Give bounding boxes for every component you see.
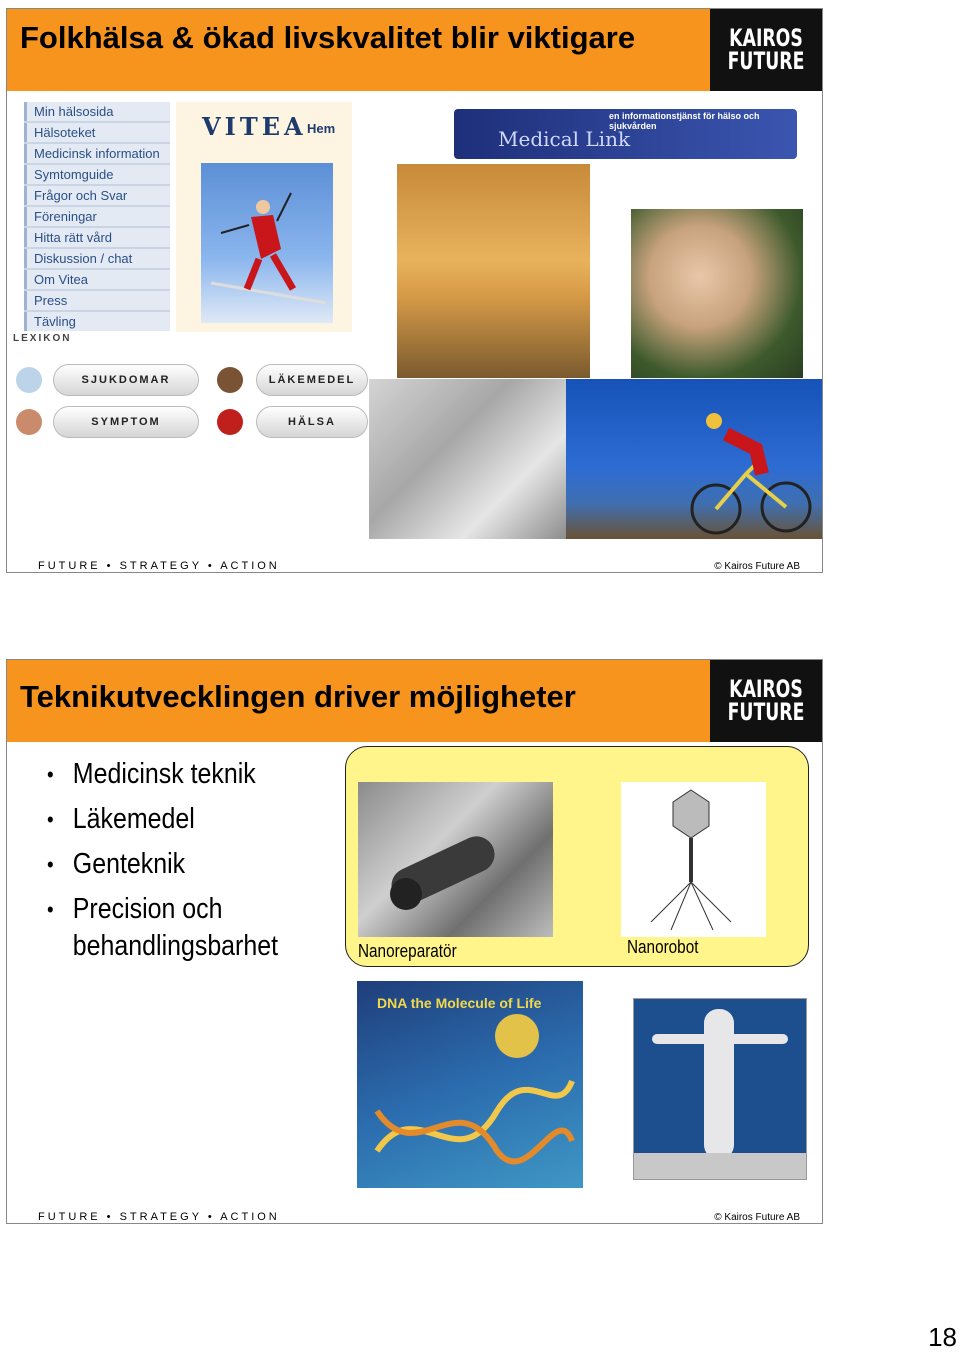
- vitea-home-link: Hem: [307, 121, 336, 136]
- nanorobot-image: [621, 782, 766, 937]
- stethoscope-icon: [16, 367, 42, 393]
- menu-item: Min hälsosida: [24, 102, 170, 121]
- vitea-screenshot: [176, 102, 352, 332]
- lexikon-button-sjukdomar: SJUKDOMAR: [53, 364, 199, 396]
- caption-nanorobot: Nanorobot: [627, 937, 699, 957]
- menu-item: Föreningar: [24, 207, 170, 226]
- lexikon-button-halsa: HÄLSA: [256, 406, 368, 438]
- menu-item: Hälsoteket: [24, 123, 170, 142]
- nanorepair-image: [358, 782, 553, 937]
- 3d-body-model-image: [633, 998, 807, 1180]
- caption-nanoreparator: Nanoreparatör: [358, 941, 457, 961]
- footer-tagline: FUTURE • STRATEGY • ACTION: [38, 560, 280, 572]
- body-figure: [704, 1009, 734, 1159]
- nanorepair-illustration: [358, 782, 553, 937]
- dna-image: [357, 981, 583, 1188]
- medical-link-banner: [454, 109, 797, 159]
- medical-link-logo: Medical Link: [498, 127, 631, 151]
- footer-copyright: © Kairos Future AB: [714, 1212, 800, 1223]
- mother-child-photo: [369, 379, 569, 539]
- slide-1: [6, 8, 823, 573]
- title-bar: [7, 9, 710, 91]
- page-number: 18: [928, 1322, 957, 1352]
- slide-title: Teknikutvecklingen driver möjligheter: [20, 679, 576, 714]
- slide-title: Folkhälsa & ökad livskvalitet blir viktigare: [20, 20, 636, 55]
- lexikon-label: LEXIKON: [13, 333, 72, 344]
- menu-item: Frågor och Svar: [24, 186, 170, 205]
- title-bar: [7, 660, 710, 742]
- menu-item: Medicinsk information: [24, 144, 170, 163]
- lexikon-button-lakemedel: LÄKEMEDEL: [256, 364, 368, 396]
- menu-item: Hitta rätt vård: [24, 228, 170, 247]
- dna-title: DNA the Molecule of Life: [377, 995, 542, 1011]
- menu-item: Om Vitea: [24, 270, 170, 289]
- tai-chi-photo: [397, 164, 590, 378]
- bullet-item: • Läkemedel: [47, 801, 331, 838]
- dna-helix-illustration: [357, 981, 583, 1188]
- bullet-item: • Medicinsk teknik: [47, 756, 331, 793]
- cyclist-photo: [566, 379, 822, 539]
- lexikon-button-symptom: SYMPTOM: [53, 406, 199, 438]
- nanorobot-illustration: [621, 782, 766, 937]
- control-panel: [634, 1153, 806, 1179]
- menu-item: Press: [24, 291, 170, 310]
- logo-text: KAIROS FUTURE: [727, 24, 805, 75]
- footer-copyright: © Kairos Future AB: [714, 561, 800, 572]
- menu-item: Diskussion / chat: [24, 249, 170, 268]
- apple-icon: [217, 409, 243, 435]
- girl-photo: [631, 209, 803, 378]
- kairos-future-logo: [710, 660, 822, 742]
- skier-illustration: [201, 163, 333, 323]
- menu-item: Symtomguide: [24, 165, 170, 184]
- footer-tagline: FUTURE • STRATEGY • ACTION: [38, 1211, 280, 1223]
- bullet-item: • Precision och behandlingsbarhet: [47, 891, 331, 965]
- bullet-list: [47, 756, 377, 973]
- skier-photo: [201, 163, 333, 323]
- vitea-menu: [24, 102, 170, 329]
- head-icon: [16, 409, 42, 435]
- cyclist-illustration: [566, 379, 822, 539]
- logo-text: KAIROS FUTURE: [727, 675, 805, 726]
- slide-2: [6, 659, 823, 1224]
- medical-link-tagline: en informationstjänst för hälso och sjukvården: [609, 111, 760, 131]
- kairos-future-logo: [710, 9, 822, 91]
- vitea-logo: VITEA: [202, 112, 307, 141]
- bullet-item: • Genteknik: [47, 846, 331, 883]
- pills-icon: [217, 367, 243, 393]
- menu-item: Tävling: [24, 312, 170, 331]
